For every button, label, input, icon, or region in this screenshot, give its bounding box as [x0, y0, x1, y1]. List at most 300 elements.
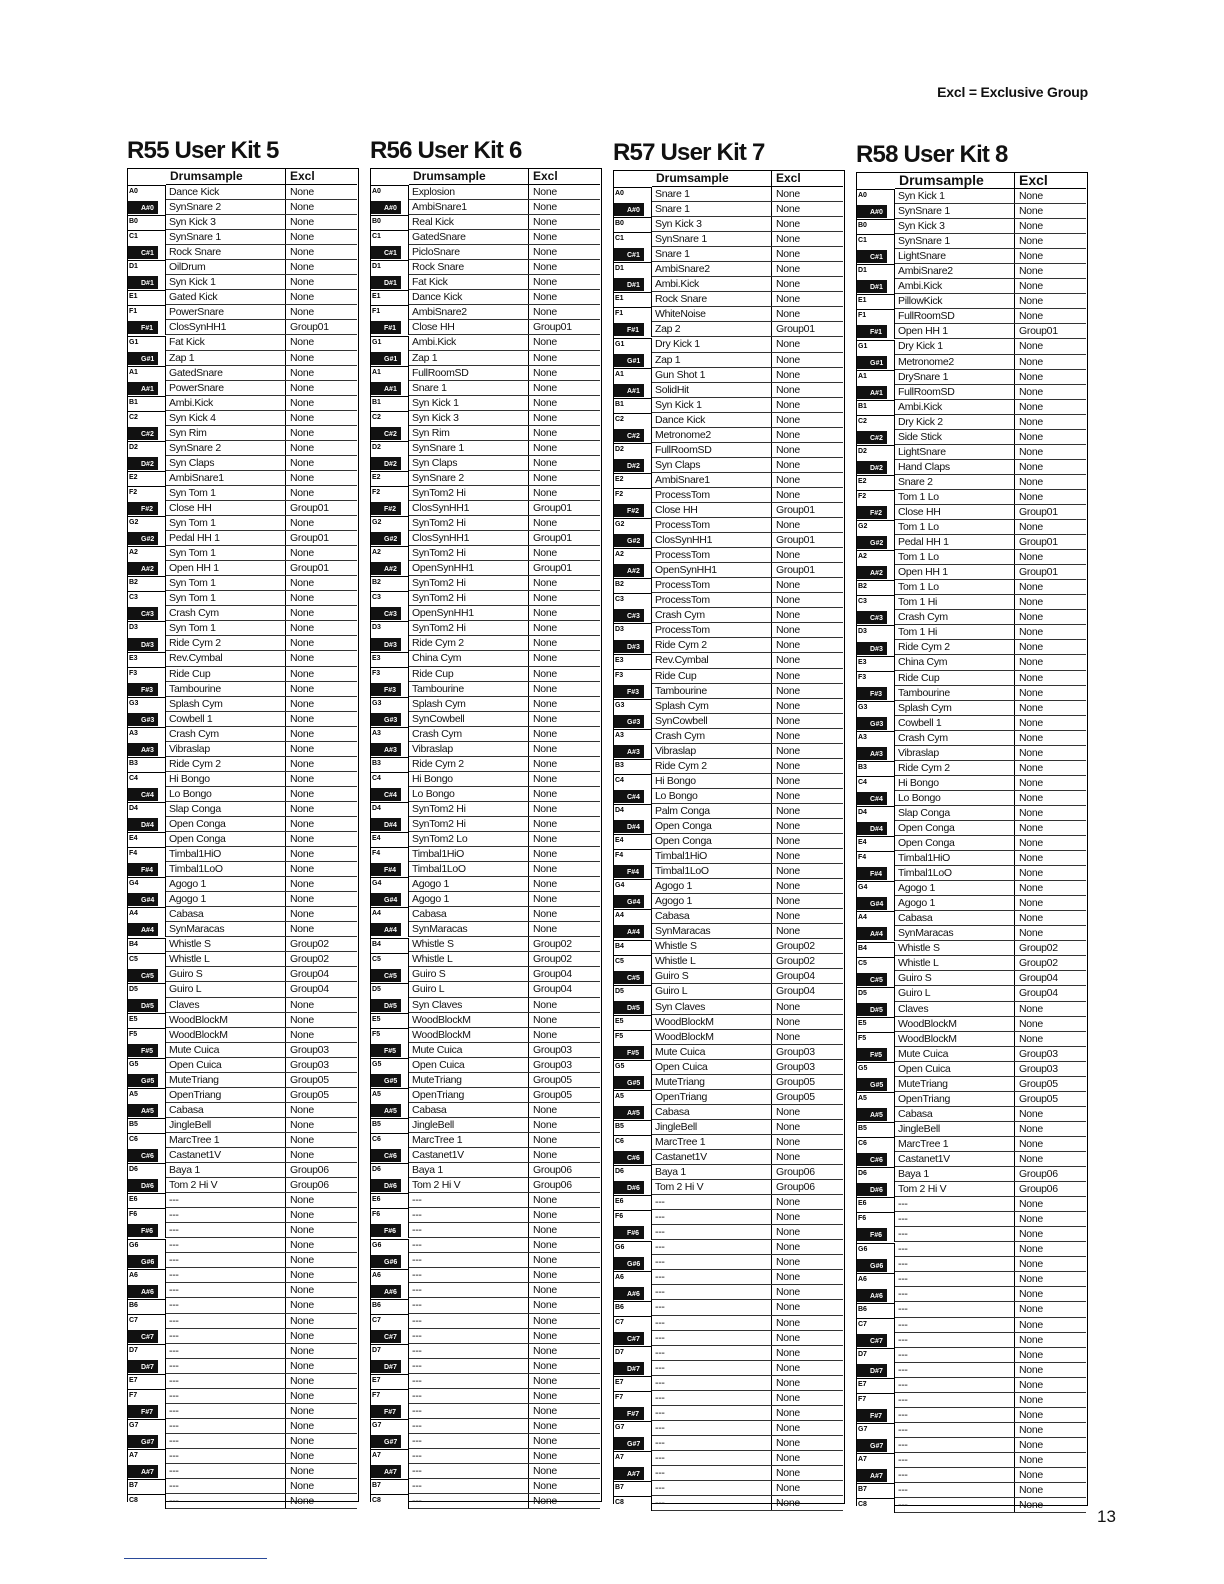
excl-cell: None [776, 1196, 800, 1209]
excl-cell: Group01 [533, 321, 572, 334]
table-rows [895, 189, 1086, 1513]
excl-cell: Group03 [1019, 1062, 1058, 1075]
note-label: C3 [129, 594, 138, 602]
note-label: C#6 [141, 1153, 154, 1161]
excl-cell: None [290, 246, 314, 259]
drumsample-cell: Crash Cym [166, 606, 286, 620]
excl-cell: None [1019, 927, 1043, 940]
table-row [895, 1122, 1086, 1137]
table-row [409, 952, 600, 967]
drumsample-cell: Open Conga [895, 821, 1015, 835]
drumsample-cell: Dance Kick [166, 185, 286, 199]
excl-cell: Group01 [776, 503, 815, 516]
drumsample-cell: MuteTriang [409, 1073, 529, 1087]
drumsample-cell: Guiro L [166, 982, 286, 996]
table-row [166, 260, 357, 275]
excl-cell: None [290, 1449, 314, 1462]
drumsample-cell: Syn Tom 1 [166, 576, 286, 590]
excl-cell: None [290, 351, 314, 364]
table-row [895, 1062, 1086, 1077]
table-row [166, 366, 357, 381]
note-label: A0 [615, 190, 624, 197]
excl-cell: None [1019, 731, 1043, 744]
drumsample-cell: --- [652, 1376, 772, 1390]
drumsample-cell: SynCowbell [409, 712, 529, 726]
drumsample-cell: Metronome2 [895, 355, 1015, 369]
note-label: C1 [858, 237, 867, 245]
note-label: F#6 [384, 1228, 397, 1236]
note-label: D#3 [870, 645, 883, 653]
excl-cell: None [1019, 791, 1043, 804]
table-row [166, 576, 357, 591]
black-key [128, 1285, 158, 1298]
drumsample-cell: Agogo 1 [166, 892, 286, 906]
drumsample-cell: Tambourine [166, 682, 286, 696]
table-row [409, 757, 600, 772]
drumsample-cell: OpenSynHH1 [652, 563, 772, 577]
note-label: C#1 [870, 254, 883, 262]
excl-cell: None [776, 1211, 800, 1224]
white-key [857, 400, 895, 415]
drumsample-cell: Dance Kick [652, 413, 772, 427]
excl-cell: None [290, 216, 314, 229]
table-row [652, 804, 843, 819]
drumsample-cell: --- [895, 1242, 1015, 1256]
table-row [652, 548, 843, 563]
black-key [857, 973, 887, 986]
excl-cell: None [776, 1376, 800, 1389]
excl-cell: None [533, 1269, 557, 1282]
drumsample-cell: --- [652, 1346, 772, 1360]
excl-cell: None [1019, 686, 1043, 699]
excl-cell: None [290, 742, 314, 755]
excl-cell: None [533, 231, 557, 244]
drumsample-cell: ClosSynHH1 [652, 533, 772, 547]
table-row [652, 232, 843, 247]
note-label: B0 [615, 220, 624, 228]
drumsample-cell: Hi Bongo [652, 774, 772, 788]
drumsample-cell: --- [409, 1223, 529, 1237]
table-row [895, 986, 1086, 1001]
note-label: C#5 [870, 976, 883, 984]
white-key [371, 938, 409, 953]
excl-cell: None [290, 1419, 314, 1432]
excl-cell: None [776, 398, 800, 411]
note-label: E3 [858, 658, 867, 666]
note-label: G#6 [384, 1258, 398, 1266]
table-row [895, 956, 1086, 971]
excl-cell: None [1019, 1002, 1043, 1015]
table-row [652, 1060, 843, 1075]
drumsample-cell: Ride Cym 2 [166, 636, 286, 650]
drumsample-cell: Syn Kick 3 [652, 217, 772, 231]
excl-cell: None [533, 351, 557, 364]
note-label: D4 [129, 805, 138, 813]
black-key [128, 1255, 158, 1268]
black-key [857, 506, 887, 519]
note-label: A#6 [870, 1292, 883, 1300]
table-row [409, 1253, 600, 1268]
drumsample-cell: --- [166, 1374, 286, 1388]
black-key [614, 1226, 644, 1239]
excl-cell: Group01 [290, 501, 329, 514]
table-row [652, 593, 843, 608]
black-key [371, 276, 401, 289]
note-label: D#6 [870, 1187, 883, 1195]
note-label: G2 [372, 519, 382, 527]
excl-cell: None [776, 1151, 800, 1163]
drumsample-header: Drumsample [652, 171, 772, 186]
table-row [895, 204, 1086, 219]
table-row [409, 501, 600, 516]
note-label: A5 [372, 1091, 381, 1098]
white-key [614, 578, 652, 593]
note-label: F2 [372, 489, 381, 496]
note-label: C#6 [870, 1157, 883, 1165]
drumsample-cell: WoodBlockM [409, 1028, 529, 1042]
excl-cell: None [1019, 641, 1043, 654]
drumsample-cell: Pedal HH 1 [166, 531, 286, 545]
note-label: G4 [372, 880, 382, 888]
excl-cell: Group04 [776, 985, 815, 998]
black-key [128, 1360, 158, 1373]
note-label: G3 [858, 703, 868, 711]
note-label: D3 [129, 624, 138, 632]
kit-title: R57 User Kit 7 [613, 139, 765, 166]
black-key [614, 1467, 644, 1480]
note-label: E2 [372, 473, 381, 481]
table-row [409, 1404, 600, 1419]
note-label: G7 [615, 1424, 625, 1432]
table-rows [166, 185, 357, 1509]
note-label: A#2 [384, 566, 397, 574]
drumsample-cell: SynMaracas [166, 922, 286, 936]
table-row [166, 1133, 357, 1148]
note-label: F4 [129, 850, 138, 858]
excl-cell: Group03 [533, 1058, 572, 1071]
drumsample-cell: Castanet1V [895, 1152, 1015, 1166]
excl-cell: None [1019, 581, 1043, 594]
excl-cell: None [776, 865, 800, 878]
black-key [857, 927, 887, 940]
table-row [895, 791, 1086, 806]
drumsample-cell: SynTom2 Hi [409, 621, 529, 635]
note-label: C5 [372, 955, 381, 963]
table-row [409, 802, 600, 817]
note-label: C#3 [627, 613, 640, 621]
table-row [409, 366, 600, 381]
drumsample-cell: SynSnare 2 [166, 200, 286, 214]
excl-cell: None [290, 336, 314, 349]
note-label: A#4 [384, 927, 397, 935]
excl-cell: None [533, 908, 557, 921]
black-key [857, 1228, 887, 1241]
table-row [652, 1210, 843, 1225]
drumsample-cell: MuteTriang [652, 1075, 772, 1089]
excl-cell: None [776, 1331, 800, 1344]
excl-cell: Group04 [1019, 972, 1058, 985]
white-key [857, 580, 895, 595]
drumsample-cell: Zap 2 [652, 322, 772, 336]
drumsample-cell: Agogo 1 [409, 892, 529, 906]
table-row [166, 1494, 357, 1509]
excl-cell: None [1019, 1213, 1043, 1226]
excl-cell: Group03 [290, 1043, 329, 1056]
black-key [128, 1149, 158, 1162]
black-key [857, 792, 887, 805]
drumsample-cell: --- [409, 1344, 529, 1358]
drumsample-cell: --- [895, 1348, 1015, 1362]
black-key [614, 384, 644, 397]
excl-cell: None [1019, 250, 1043, 263]
white-key [857, 1122, 895, 1137]
black-key [614, 504, 644, 517]
note-label: C#4 [870, 796, 883, 803]
note-label: F7 [858, 1396, 867, 1403]
excl-cell: None [776, 1015, 800, 1028]
note-label: D#1 [870, 284, 883, 292]
excl-cell: None [533, 1284, 557, 1297]
note-label: B7 [858, 1486, 867, 1494]
black-key [128, 321, 158, 334]
note-label: C5 [129, 955, 138, 963]
excl-cell: None [776, 744, 800, 757]
table-row [409, 531, 600, 546]
white-key [614, 1481, 652, 1496]
white-key [371, 471, 409, 486]
table-row [895, 234, 1086, 249]
drumsample-cell: Guiro S [409, 967, 529, 981]
table-row [166, 245, 357, 260]
table-row [409, 787, 600, 802]
table-row [166, 230, 357, 245]
note-label: G1 [372, 338, 382, 346]
excl-cell: None [533, 607, 557, 620]
note-label: C4 [615, 776, 624, 784]
drumsample-cell: SynSnare 1 [409, 441, 529, 455]
note-label: E1 [372, 293, 381, 301]
excl-cell: None [1019, 400, 1043, 413]
table-row [166, 1449, 357, 1464]
excl-cell: None [290, 757, 314, 770]
table-row [409, 922, 600, 937]
excl-cell: None [533, 486, 557, 499]
white-key [128, 1193, 166, 1208]
table-row [652, 1195, 843, 1210]
excl-cell: None [1019, 1318, 1043, 1331]
drumsample-cell: Ride Cym 2 [166, 757, 286, 771]
table-row [652, 322, 843, 337]
excl-cell: None [290, 1480, 314, 1493]
drumsample-cell: ProcessTom [652, 623, 772, 637]
drumsample-cell: --- [166, 1344, 286, 1358]
drumsample-cell: --- [166, 1494, 286, 1508]
table-row [166, 682, 357, 697]
note-label: F#7 [141, 1409, 154, 1417]
note-label: G1 [129, 338, 139, 346]
drumsample-cell: --- [652, 1225, 772, 1239]
note-label: C8 [129, 1497, 138, 1505]
black-key [371, 1074, 401, 1087]
drumsample-cell: Agogo 1 [895, 896, 1015, 910]
note-label: G#3 [627, 718, 641, 726]
note-label: C5 [858, 959, 867, 967]
note-label: A7 [858, 1456, 867, 1464]
excl-cell: Group06 [1019, 1168, 1058, 1181]
note-label: D#5 [384, 1002, 397, 1010]
table-row [652, 789, 843, 804]
note-label: C#7 [141, 1333, 154, 1341]
black-key [371, 321, 401, 334]
note-label: C#2 [384, 430, 397, 438]
note-label: G#4 [384, 897, 398, 905]
white-key [128, 938, 166, 953]
table-row [409, 561, 600, 576]
white-key [128, 1118, 166, 1133]
drumsample-cell: Rev.Cymbal [166, 651, 286, 665]
white-key [857, 294, 895, 309]
drumsample-cell: Open Conga [166, 817, 286, 831]
excl-cell: None [1019, 1032, 1043, 1045]
drumsample-cell: Syn Rim [409, 426, 529, 440]
excl-cell: None [290, 1359, 314, 1372]
excl-cell: None [533, 1314, 557, 1327]
note-label: G#4 [141, 897, 155, 905]
black-key [371, 1179, 401, 1192]
excl-cell: None [290, 1239, 314, 1252]
table-row [166, 1058, 357, 1073]
drumsample-cell: Zap 1 [652, 353, 772, 367]
drumsample-cell: SynMaracas [895, 926, 1015, 940]
table-row [166, 516, 357, 531]
drumsample-cell: --- [409, 1359, 529, 1373]
table-row [652, 623, 843, 638]
excl-cell: Group02 [533, 953, 572, 966]
drumsample-cell: --- [652, 1451, 772, 1465]
table-row [652, 834, 843, 849]
drumsample-cell: --- [895, 1378, 1015, 1392]
drumsample-cell: Timbal1HiO [409, 847, 529, 861]
note-label: F#1 [384, 325, 397, 333]
note-label: F4 [858, 854, 867, 862]
drumsample-cell: Timbal1LoO [895, 866, 1015, 880]
excl-cell: None [1019, 1107, 1043, 1120]
black-key [128, 1405, 158, 1418]
drumsample-cell: Dry Kick 2 [895, 415, 1015, 429]
drumsample-cell: Gated Kick [166, 290, 286, 304]
white-key [128, 396, 166, 411]
black-key [371, 532, 401, 545]
table-row [895, 1272, 1086, 1287]
table-row [652, 1376, 843, 1391]
note-label: G#6 [870, 1262, 884, 1270]
drumsample-cell: --- [409, 1268, 529, 1282]
white-key [614, 654, 652, 669]
drumsample-cell: SynSnare 2 [166, 441, 286, 455]
table-row [895, 671, 1086, 686]
note-label: G3 [372, 699, 382, 707]
drumsample-cell: Palm Conga [652, 804, 772, 818]
drumsample-cell: Snare 1 [652, 247, 772, 261]
drumsample-cell: --- [652, 1466, 772, 1480]
black-key [614, 820, 644, 833]
note-label: G#6 [141, 1258, 155, 1266]
excl-header: Excl [776, 171, 801, 185]
excl-cell: Group01 [776, 534, 815, 547]
table-row [895, 896, 1086, 911]
excl-cell: None [533, 547, 557, 560]
drumsample-cell: Timbal1LoO [409, 862, 529, 876]
black-key [857, 1409, 887, 1422]
table-row [409, 606, 600, 621]
excl-cell: None [533, 757, 557, 770]
drumsample-cell: Guiro S [652, 969, 772, 983]
table-row [895, 294, 1086, 309]
note-label: D#1 [627, 282, 640, 290]
white-key [128, 757, 166, 772]
drumsample-cell: Side Stick [895, 430, 1015, 444]
excl-cell: None [290, 622, 314, 635]
table-row [895, 716, 1086, 731]
excl-cell: None [776, 729, 800, 742]
black-key [128, 743, 158, 756]
excl-cell: None [290, 923, 314, 936]
kit-title: R55 User Kit 5 [127, 137, 279, 164]
table-row [166, 712, 357, 727]
note-label: A4 [858, 914, 867, 922]
note-label: C#4 [627, 794, 640, 801]
black-key [614, 1287, 644, 1300]
excl-cell: None [533, 456, 557, 469]
excl-cell: None [776, 233, 800, 246]
white-key [857, 1483, 895, 1498]
excl-cell: None [1019, 1333, 1043, 1346]
table-row [166, 1088, 357, 1103]
table-row [409, 1013, 600, 1028]
drumsample-cell: Mute Cuica [166, 1043, 286, 1057]
kit-table [856, 172, 1088, 1512]
note-label: C8 [372, 1497, 381, 1505]
drumsample-cell: Whistle S [166, 937, 286, 951]
drumsample-cell: FullRoomSD [409, 366, 529, 380]
drumsample-cell: Hand Claps [895, 460, 1015, 474]
note-label: A6 [615, 1273, 624, 1281]
table-row [166, 1253, 357, 1268]
excl-cell: Group05 [1019, 1092, 1058, 1105]
drumsample-cell: GatedSnare [409, 230, 529, 244]
black-key [128, 532, 158, 545]
table-row [895, 1032, 1086, 1047]
excl-cell: None [533, 517, 557, 530]
drumsample-cell: --- [895, 1333, 1015, 1347]
excl-cell: None [776, 1406, 800, 1419]
white-key [614, 473, 652, 488]
excl-cell: None [1019, 882, 1043, 895]
note-label: G4 [858, 884, 868, 892]
excl-cell: None [1019, 1423, 1043, 1436]
kit-r55 [127, 134, 359, 1508]
black-key [857, 687, 887, 700]
excl-cell: Group01 [1019, 536, 1058, 549]
note-label: D#1 [141, 280, 154, 288]
note-label: F#6 [627, 1230, 640, 1238]
note-label: B4 [372, 940, 381, 948]
excl-cell: None [776, 1000, 800, 1013]
table-row [895, 339, 1086, 354]
note-label: B1 [858, 402, 867, 410]
note-label: B5 [615, 1123, 624, 1131]
excl-cell: None [533, 381, 557, 394]
